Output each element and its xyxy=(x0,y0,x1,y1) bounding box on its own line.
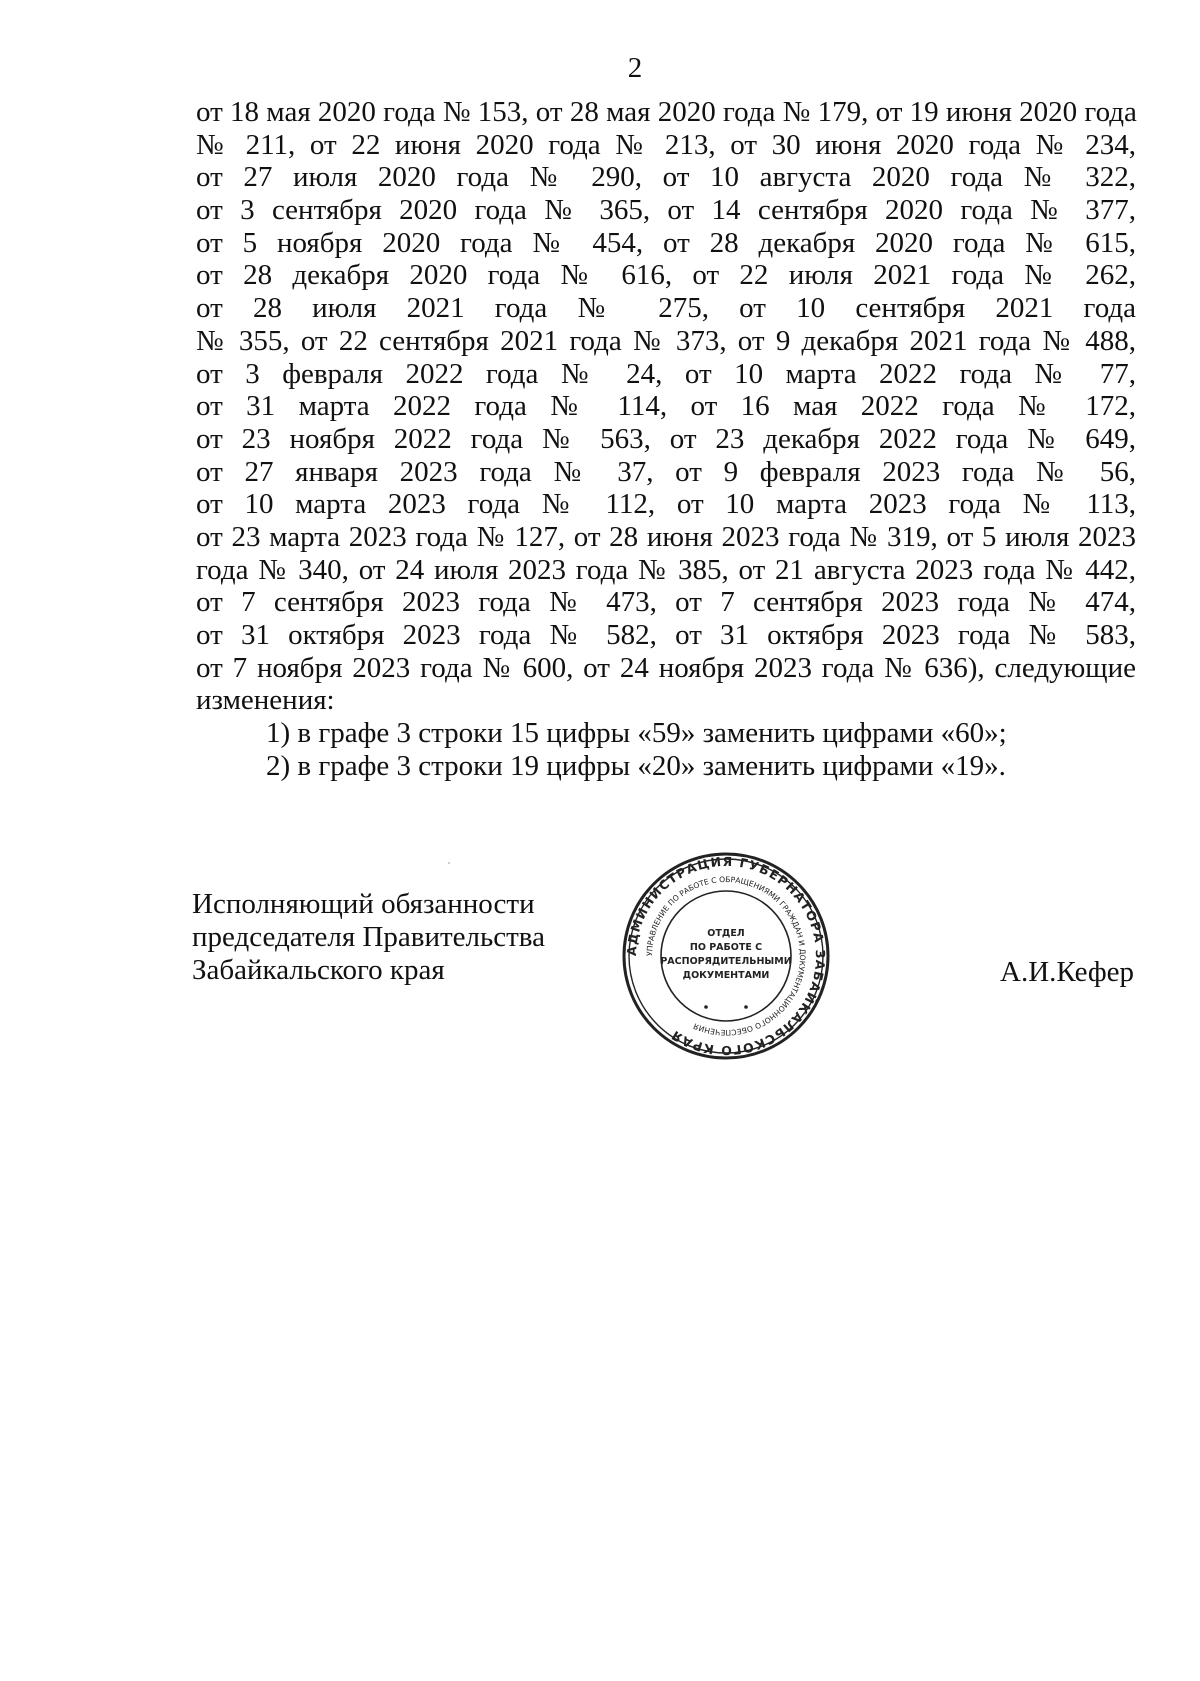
body-line: от 23 ноября 2022 года № 563, от 23 декабря 2022 года № 649, xyxy=(196,422,1136,455)
signatory-title-line: Забайкальского края xyxy=(192,954,445,986)
stamp-center-line: РАСПОРЯДИТЕЛЬНЫМИ xyxy=(660,956,792,967)
body-line: от 18 мая 2020 года № 153, от 28 мая 2020 года № 179, от 19 июня 2020 года xyxy=(196,96,1137,128)
page-number: 2 xyxy=(627,52,643,84)
signatory-title-line: председателя Правительства xyxy=(192,921,545,953)
list-item: 2) в графе 3 строки 19 цифры «20» заменить цифрами «19». xyxy=(266,749,1006,782)
official-stamp xyxy=(620,850,832,1062)
stamp-seal xyxy=(620,850,832,1062)
stamp-outer-text: АДМИНИСТРАЦИЯ ГУБЕРНАТОРА ЗАБАЙКАЛЬСКОГО КРАЯ xyxy=(623,853,829,1059)
stamp-center-line: ДОКУМЕНТАМИ xyxy=(682,970,770,981)
scan-speck xyxy=(448,862,450,864)
signatory-title-line: Исполняющий обязанности xyxy=(192,888,535,920)
signatory-title xyxy=(192,888,545,987)
body-line: от 28 июля 2021 года № 275, от 10 сентября 2021 года xyxy=(196,292,1136,325)
body-line: № 355, от 22 сентября 2021 года № 373, от 9 декабря 2021 года № 488, xyxy=(196,324,1136,357)
body-line: года № 340, от 24 июля 2023 года № 385, от 21 августа 2023 года № 442, xyxy=(196,553,1136,586)
body-line: от 7 сентября 2023 года № 473, от 7 сентября 2023 года № 474, xyxy=(196,586,1136,619)
body-line: от 23 марта 2023 года № 127, от 28 июня 2023 года № 319, от 5 июля 2023 xyxy=(196,520,1136,553)
body-line: от 3 сентября 2020 года № 365, от 14 сентября 2020 года № 377, xyxy=(196,194,1136,227)
body-line: от 3 февраля 2022 года № 24, от 10 марта 2022 года № 77, xyxy=(196,357,1136,390)
body-line: от 28 декабря 2020 года № 616, от 22 июля 2021 года № 262, xyxy=(196,259,1136,292)
body-line: от 27 января 2023 года № 37, от 9 февраля 2023 года № 56, xyxy=(196,455,1136,488)
body-line: № 211, от 22 июня 2020 года № 213, от 30 июня 2020 года № 234, xyxy=(196,128,1136,161)
body-line: от 5 ноября 2020 года № 454, от 28 декабря 2020 года № 615, xyxy=(196,226,1136,259)
list-item: 1) в графе 3 строки 15 цифры «59» заменить цифрами «60»; xyxy=(266,717,1007,750)
stamp-inner-text: УПРАВЛЕНИЕ ПО РАБОТЕ С ОБРАЩЕНИЯМИ ГРАЖДАН И ДОКУМЕНТАЦИОННОГО ОБЕСПЕЧЕНИЯ xyxy=(644,874,808,1038)
stamp-center-line: ОТДЕЛ xyxy=(707,928,745,939)
body-line: от 10 марта 2023 года № 112, от 10 марта 2023 года № 113, xyxy=(196,488,1136,521)
body-line: от 31 марта 2022 года № 114, от 16 мая 2022 года № 172, xyxy=(196,390,1136,423)
body-line: от 31 октября 2023 года № 582, от 31 октября 2023 года № 583, xyxy=(196,619,1136,651)
body-line: изменения: xyxy=(196,684,335,717)
stamp-star xyxy=(744,1005,748,1009)
stamp-center-line: ПО РАБОТЕ С xyxy=(689,942,763,953)
signatory-name: А.И.Кефер xyxy=(1000,956,1135,988)
body-line: от 27 июля 2020 года № 290, от 10 августа 2020 года № 322, xyxy=(196,161,1136,194)
body-paragraph xyxy=(196,96,1136,782)
body-line: от 7 ноября 2023 года № 600, от 24 ноября 2023 года № 636), следующие xyxy=(196,651,1136,684)
stamp-star xyxy=(704,1005,708,1009)
